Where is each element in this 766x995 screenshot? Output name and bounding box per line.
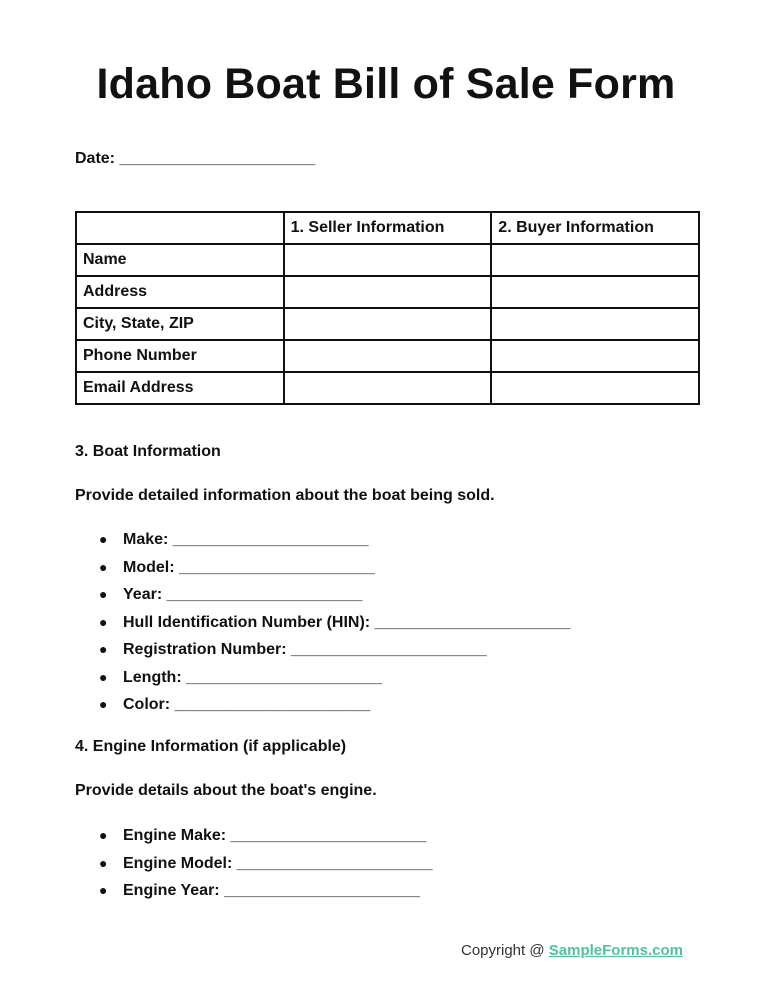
list-item — [75, 558, 570, 586]
seller-phone-cell[interactable] — [284, 340, 492, 372]
field-length: Length: ______________________ — [123, 668, 382, 686]
table-row — [76, 244, 699, 276]
row-label-email: Email Address — [76, 372, 284, 404]
row-label-phone: Phone Number — [76, 340, 284, 372]
buyer-city-cell[interactable] — [491, 308, 699, 340]
table-row — [76, 308, 699, 340]
bullet-icon: ● — [99, 696, 108, 712]
row-label-address: Address — [76, 276, 284, 308]
buyer-name-cell[interactable] — [491, 244, 699, 276]
date-field: Date: ______________________ — [75, 150, 316, 167]
list-item — [75, 640, 570, 668]
field-color: Color: ______________________ — [123, 696, 371, 713]
field-engine-year: Engine Year: ______________________ — [123, 882, 420, 899]
page-title: Idaho Boat Bill of Sale Form — [96, 60, 676, 108]
buyer-phone-cell[interactable] — [491, 340, 699, 372]
engine-section-intro: Provide details about the boat's engine. — [75, 782, 377, 799]
row-label-city: City, State, ZIP — [76, 308, 284, 340]
boat-fields-list — [75, 530, 570, 723]
bullet-icon: ● — [99, 558, 108, 575]
table-row — [76, 276, 699, 308]
bullet-icon: ● — [99, 854, 108, 871]
bullet-icon: ● — [99, 668, 108, 685]
bullet-icon: ● — [99, 827, 108, 843]
engine-fields-list — [75, 826, 433, 909]
list-item — [75, 695, 570, 723]
field-engine-make: Engine Make: ______________________ — [123, 827, 427, 844]
field-year: Year: ______________________ — [123, 586, 363, 603]
seller-email-cell[interactable] — [284, 372, 492, 404]
brand-link[interactable]: SampleForms.com — [548, 942, 683, 959]
bullet-icon: ● — [99, 882, 108, 898]
table-header-row — [76, 212, 699, 244]
list-item — [75, 613, 570, 641]
table-row — [76, 340, 699, 372]
list-item — [75, 854, 433, 882]
bullet-icon: ● — [99, 531, 108, 547]
field-registration: Registration Number: ______________________ — [123, 641, 487, 658]
boat-section-heading: 3. Boat Information — [75, 443, 221, 460]
field-model: Model: ______________________ — [123, 558, 375, 576]
field-make: Make: ______________________ — [123, 531, 369, 548]
parties-table — [75, 211, 700, 405]
seller-address-cell[interactable] — [284, 276, 492, 308]
table-header-blank — [76, 212, 284, 244]
row-label-name: Name — [76, 244, 284, 276]
buyer-email-cell[interactable] — [491, 372, 699, 404]
bullet-icon: ● — [99, 613, 108, 630]
list-item — [75, 881, 433, 909]
list-item — [75, 530, 570, 558]
bullet-icon: ● — [99, 586, 108, 602]
field-hin: Hull Identification Number (HIN): ______________________ — [123, 613, 571, 631]
seller-name-cell[interactable] — [284, 244, 492, 276]
field-engine-model: Engine Model: ______________________ — [123, 854, 433, 872]
seller-city-cell[interactable] — [284, 308, 492, 340]
copyright-footer — [461, 942, 683, 959]
list-item — [75, 585, 570, 613]
list-item — [75, 668, 570, 696]
buyer-address-cell[interactable] — [491, 276, 699, 308]
boat-section-intro: Provide detailed information about the boat being sold. — [75, 487, 495, 504]
list-item — [75, 826, 433, 854]
bullet-icon: ● — [99, 641, 108, 657]
seller-header: 1. Seller Information — [284, 212, 492, 244]
buyer-header: 2. Buyer Information — [491, 212, 699, 244]
copyright-prefix: Copyright @ — [461, 942, 549, 959]
table-row — [76, 372, 699, 404]
engine-section-heading: 4. Engine Information (if applicable) — [75, 738, 347, 755]
